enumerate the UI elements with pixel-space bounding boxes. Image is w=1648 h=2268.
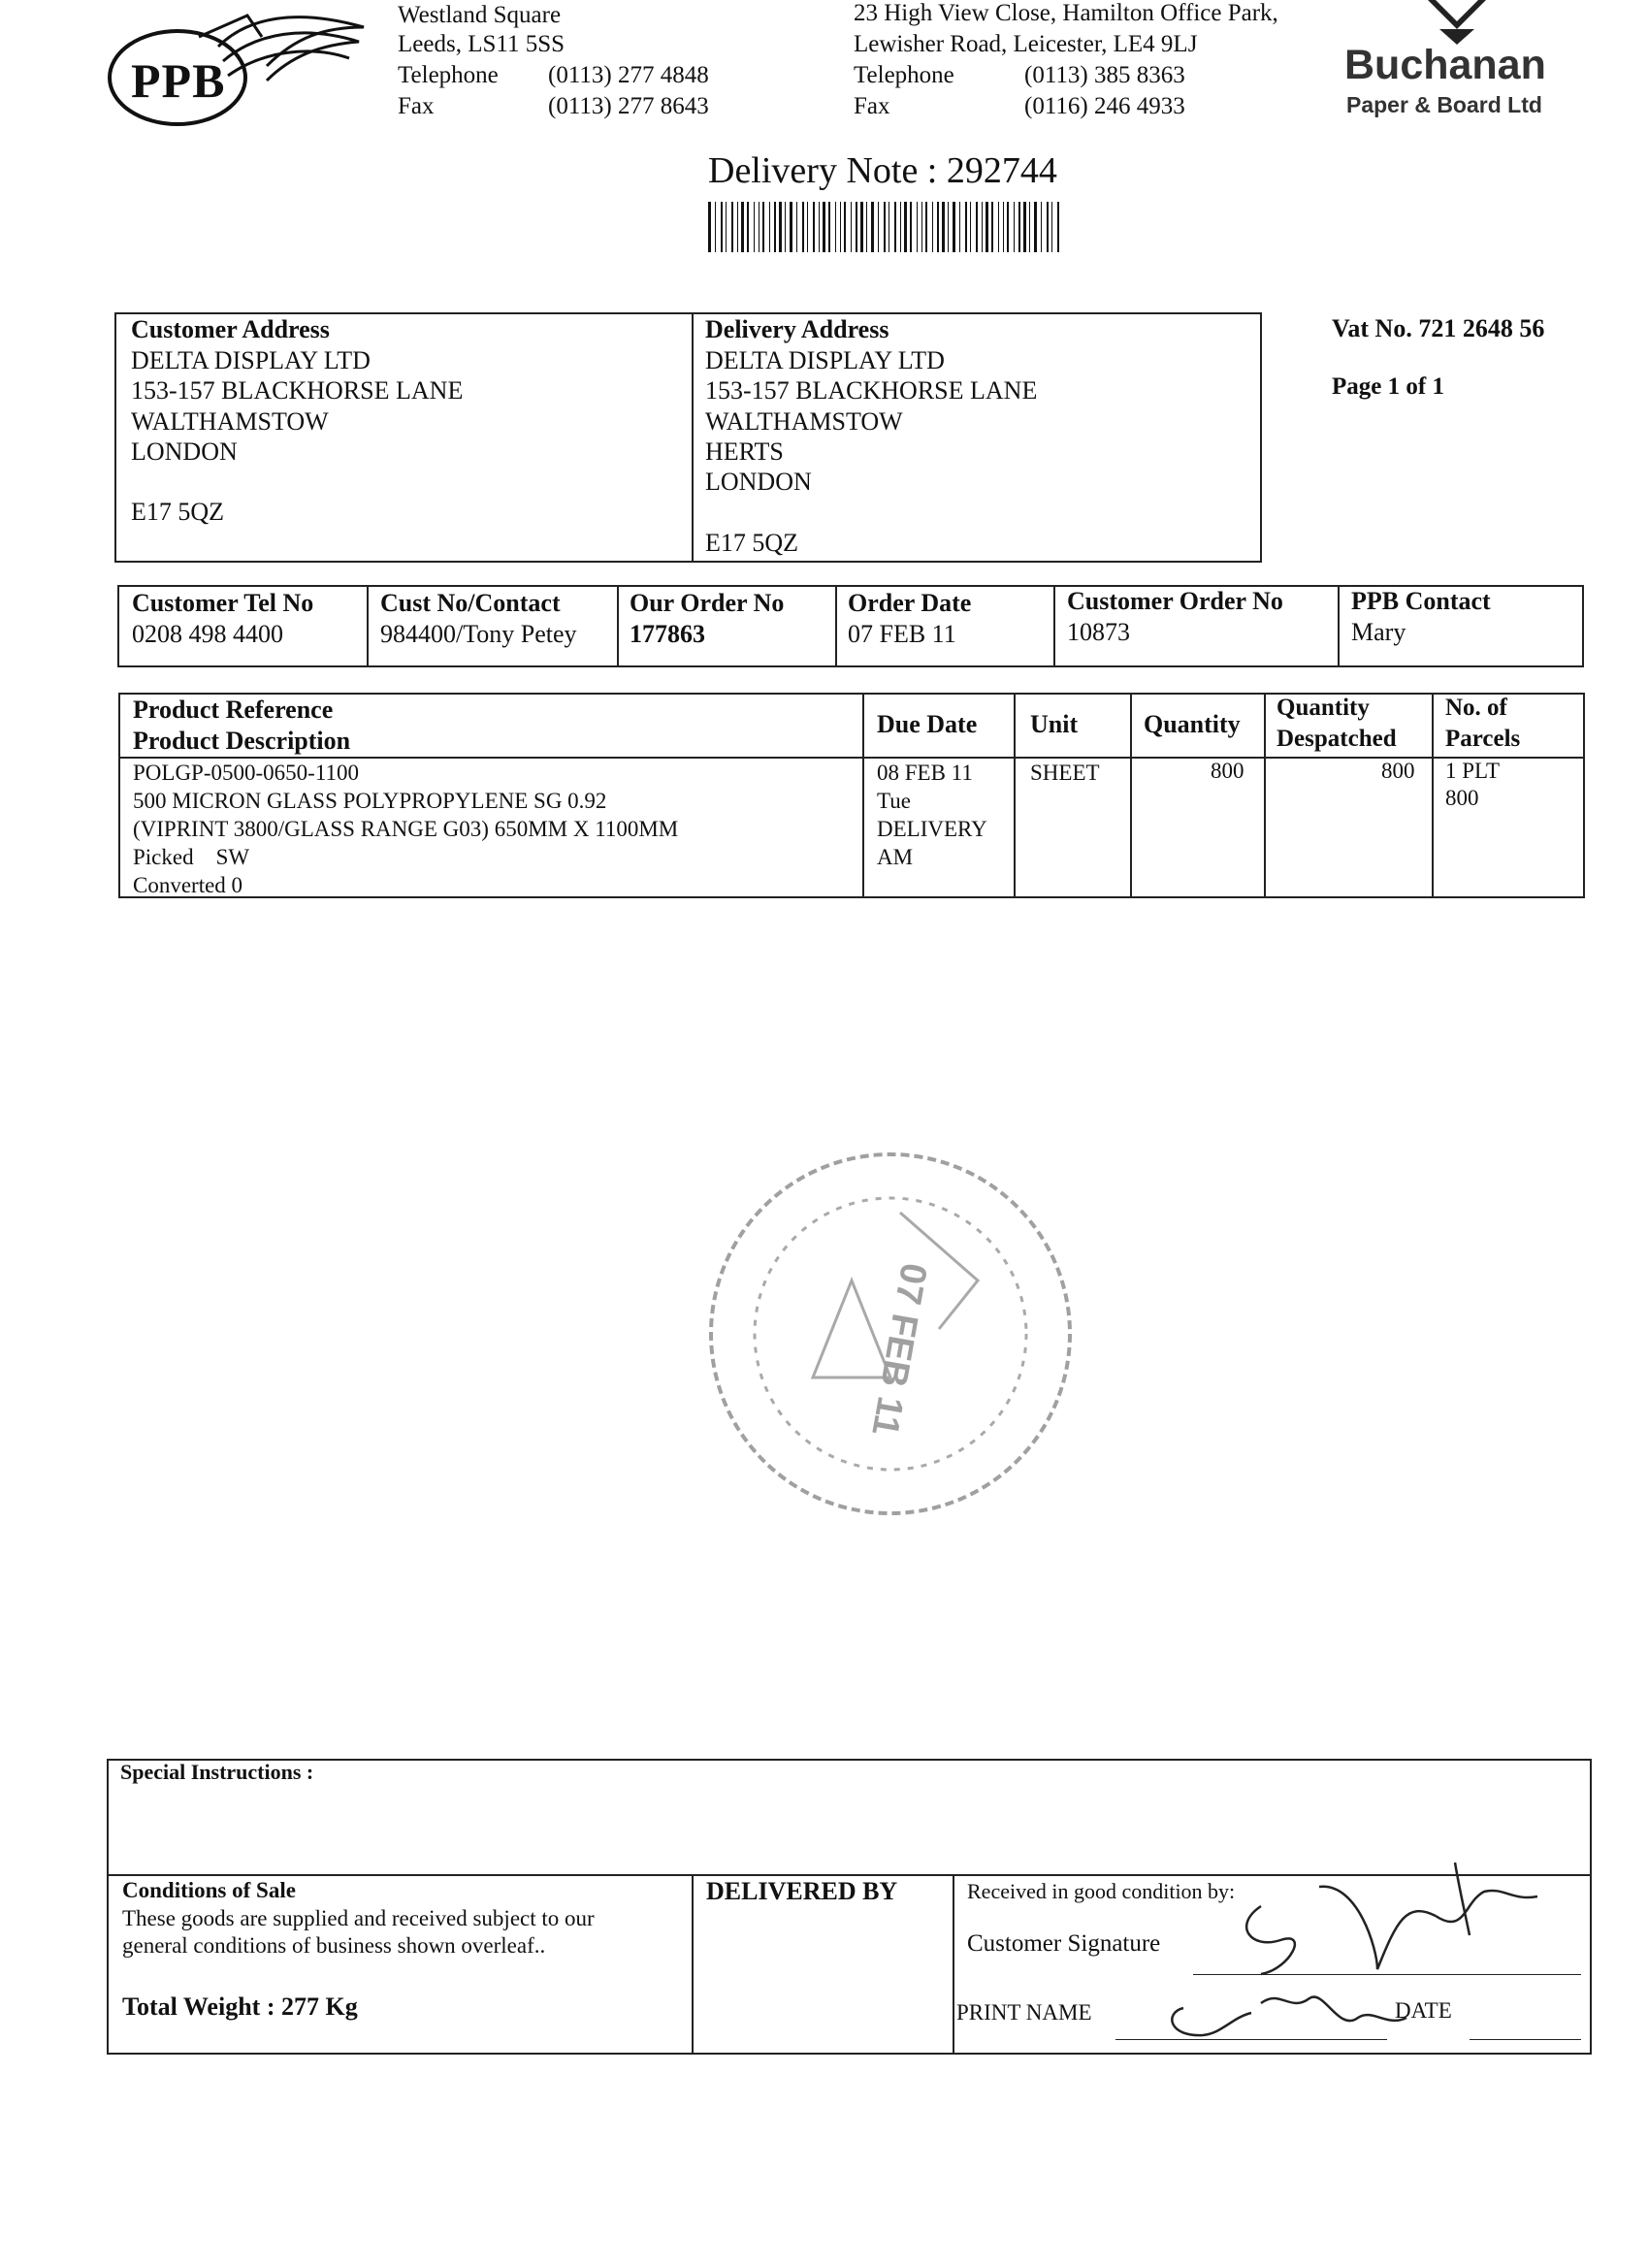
header-product-description: Product Description: [133, 727, 351, 755]
order-info-header: Customer Tel No: [132, 589, 314, 617]
leeds-telephone: (0113) 277 4848: [548, 62, 709, 88]
order-date-value: 07 FEB 11: [848, 620, 956, 648]
special-instructions-label: Special Instructions :: [120, 1760, 314, 1784]
customer-address-line: E17 5QZ: [131, 498, 225, 526]
buchanan-subtitle: Paper & Board Ltd: [1346, 92, 1542, 117]
customer-order-no-value: 10873: [1067, 618, 1130, 646]
order-info-header: PPB Contact: [1351, 587, 1491, 615]
buchanan-crest-icon: [1418, 0, 1496, 45]
vat-number: Vat No. 721 2648 56: [1332, 314, 1545, 342]
conditions-text: These goods are supplied and received subject to our: [122, 1906, 595, 1930]
header-no-of-parcels: Parcels: [1445, 726, 1521, 752]
order-info-header: Our Order No: [630, 589, 785, 617]
product-description-line: Converted 0: [133, 873, 243, 897]
header-due-date: Due Date: [877, 710, 978, 738]
customer-address-line: WALTHAMSTOW: [131, 407, 329, 436]
customer-address-heading: Customer Address: [131, 315, 330, 343]
total-weight: Total Weight : 277 Kg: [122, 1993, 358, 2021]
order-info-header: Order Date: [848, 589, 972, 617]
delivery-address-line: HERTS: [705, 437, 784, 466]
product-description-line: POLGP-0500-0650-1100: [133, 761, 359, 785]
due-date-line: Tue: [877, 789, 911, 813]
delivery-note-title: Delivery Note : 292744: [708, 150, 1057, 191]
our-order-no-value: 177863: [630, 620, 705, 648]
due-date-line: AM: [877, 845, 914, 869]
delivery-address-line: DELTA DISPLAY LTD: [705, 346, 945, 374]
print-name-label: PRINT NAME: [956, 2000, 1092, 2025]
header-product-reference: Product Reference: [133, 696, 334, 724]
parcels-line: 1 PLT: [1445, 759, 1501, 783]
leicester-address-line2: Lewisher Road, Leicester, LE4 9LJ: [854, 31, 1198, 57]
customer-signature-label: Customer Signature: [967, 1930, 1161, 1957]
header-quantity-despatched: Despatched: [1276, 726, 1397, 752]
customer-signature: [1145, 1843, 1571, 2047]
received-label: Received in good condition by:: [967, 1879, 1236, 1903]
leicester-telephone: (0113) 385 8363: [1024, 62, 1185, 88]
header-quantity-despatched: Quantity: [1276, 695, 1370, 721]
leeds-telephone-label: Telephone: [398, 62, 499, 88]
date-stamp: [696, 1135, 1084, 1533]
conditions-text: general conditions of business shown overleaf..: [122, 1933, 546, 1958]
quantity-despatched-value: 800: [1381, 759, 1415, 783]
conditions-heading: Conditions of Sale: [122, 1878, 296, 1902]
delivery-address-line: LONDON: [705, 468, 812, 496]
leeds-fax: (0113) 277 8643: [548, 93, 709, 119]
leicester-fax-label: Fax: [854, 93, 890, 119]
barcode: [708, 202, 1067, 252]
stamp-date: 07 FEB 11: [863, 1259, 934, 1440]
header-no-of-parcels: No. of: [1445, 695, 1507, 721]
header-unit: Unit: [1030, 710, 1079, 738]
delivery-address-line: 153-157 BLACKHORSE LANE: [705, 376, 1038, 405]
due-date-line: 08 FEB 11: [877, 761, 973, 785]
delivered-by-label: DELIVERED BY: [706, 1877, 898, 1905]
leeds-fax-label: Fax: [398, 93, 435, 119]
header-quantity: Quantity: [1144, 710, 1241, 738]
due-date-line: DELIVERY: [877, 817, 987, 841]
customer-address-line: 153-157 BLACKHORSE LANE: [131, 376, 464, 405]
quantity-value: 800: [1211, 759, 1244, 783]
leicester-address-line1: 23 High View Close, Hamilton Office Park,: [854, 0, 1278, 26]
parcels-line: 800: [1445, 786, 1479, 810]
ppb-logo: [102, 8, 373, 134]
order-info-header: Customer Order No: [1067, 587, 1283, 615]
leeds-address-line2: Leeds, LS11 5SS: [398, 31, 565, 57]
order-info-header: Cust No/Contact: [380, 589, 561, 617]
product-description-line: 500 MICRON GLASS POLYPROPYLENE SG 0.92: [133, 789, 607, 813]
page-number: Page 1 of 1: [1332, 373, 1444, 400]
ppb-logo-text: PPB: [131, 53, 226, 108]
date-label: DATE: [1395, 1998, 1452, 2023]
delivery-address-heading: Delivery Address: [705, 315, 889, 343]
leicester-fax: (0116) 246 4933: [1024, 93, 1185, 119]
unit-value: SHEET: [1030, 761, 1100, 785]
buchanan-logo: [1339, 0, 1591, 126]
product-description-line: Picked SW: [133, 845, 250, 869]
product-description-line: (VIPRINT 3800/GLASS RANGE G03) 650MM X 1100MM: [133, 817, 679, 841]
customer-tel-value: 0208 498 4400: [132, 620, 283, 648]
customer-address-line: LONDON: [131, 437, 238, 466]
delivery-address-line: WALTHAMSTOW: [705, 407, 903, 436]
delivery-address-line: E17 5QZ: [705, 529, 799, 557]
buchanan-name: Buchanan: [1344, 42, 1546, 88]
customer-address-line: DELTA DISPLAY LTD: [131, 346, 371, 374]
leicester-telephone-label: Telephone: [854, 62, 954, 88]
leeds-address-line1: Westland Square: [398, 2, 562, 28]
ppb-contact-value: Mary: [1351, 618, 1406, 646]
cust-no-contact-value: 984400/Tony Petey: [380, 620, 577, 648]
